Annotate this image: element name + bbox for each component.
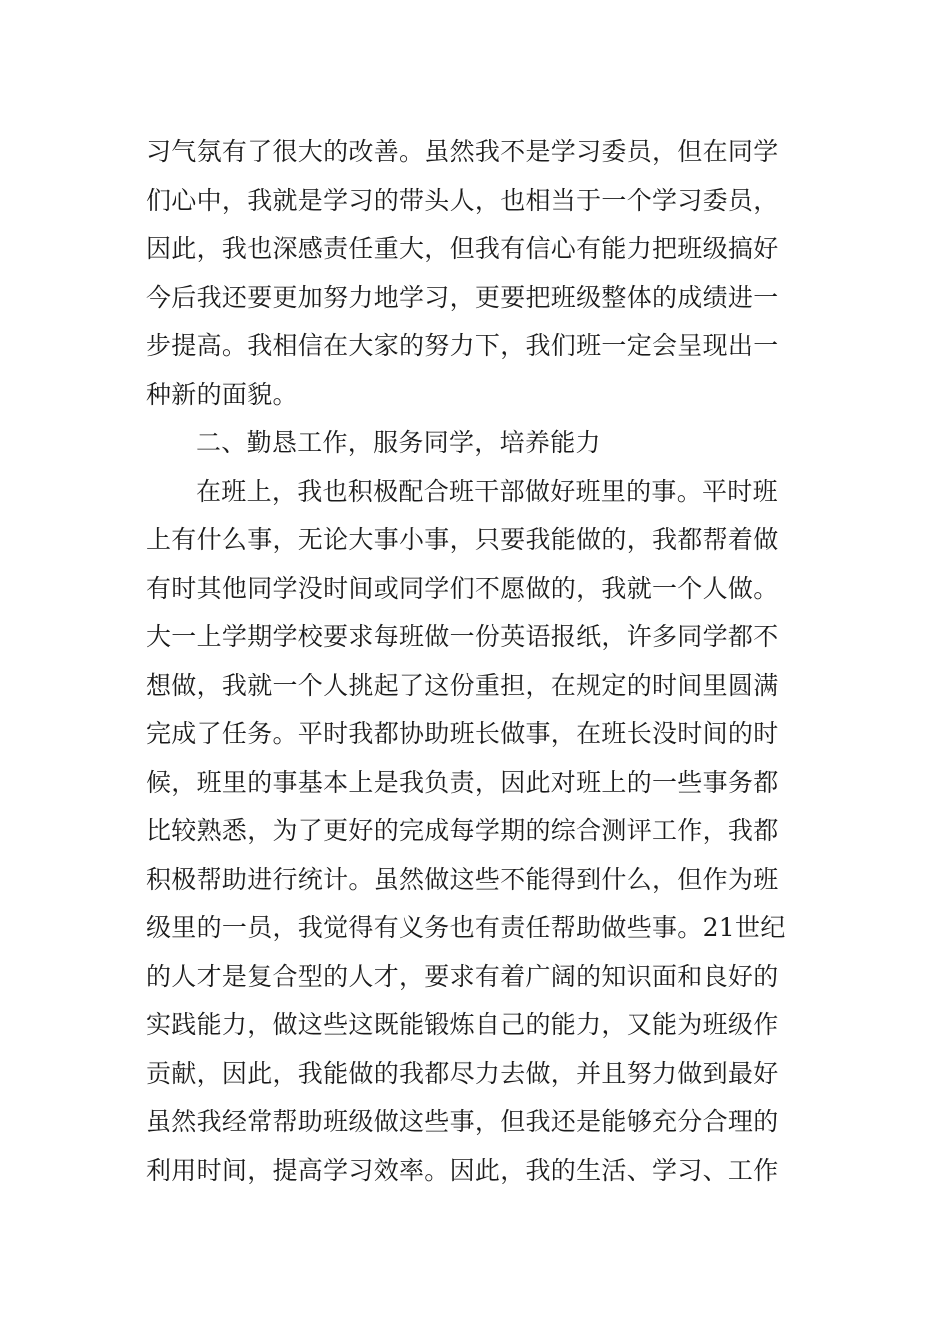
text-line: 大一上学期学校要求每班做一份英语报纸，许多同学都不 [146, 622, 779, 651]
paragraph-first-line: 在班上，我也积极配合班干部做好班里的事。平时班 [196, 476, 778, 506]
text-line: 级里的一员，我觉得有义务也有责任帮助做些事。21世纪 [146, 913, 786, 942]
body-text [146, 128, 806, 1195]
text-line: 有时其他同学没时间或同学们不愿做的，我就一个人做。 [146, 573, 779, 603]
text-line: 因此，我也深感责任重大，但我有信心有能力把班级搞好 [146, 234, 779, 263]
text-line: 实践能力，做这些这既能锻炼自己的能力，又能为班级作 [146, 1010, 779, 1039]
section-heading: 二、勤恳工作，服务同学，培养能力 [196, 428, 601, 457]
text-line: 上有什么事，无论大事小事，只要我能做的，我都帮着做 [146, 525, 779, 554]
text-line: 的人才是复合型的人才，要求有着广阔的知识面和良好的 [146, 961, 779, 991]
text-line: 步提高。我相信在大家的努力下，我们班一定会呈现出一 [146, 331, 779, 360]
text-line: 习气氛有了很大的改善。虽然我不是学习委员，但在同学 [146, 137, 779, 166]
text-line: 虽然我经常帮助班级做这些事，但我还是能够充分合理的 [146, 1107, 779, 1136]
text-line: 种新的面貌。 [146, 379, 298, 409]
text-line: 想做，我就一个人挑起了这份重担，在规定的时间里圆满 [146, 670, 779, 700]
text-line: 候，班里的事基本上是我负责，因此对班上的一些事务都 [146, 767, 779, 797]
text-line: 比较熟悉，为了更好的完成每学期的综合测评工作，我都 [146, 816, 779, 845]
text-line: 们心中，我就是学习的带头人，也相当于一个学习委员， [146, 185, 779, 215]
text-line: 积极帮助进行统计。虽然做这些不能得到什么，但作为班 [146, 864, 779, 894]
text-line: 完成了任务。平时我都协助班长做事，在班长没时间的时 [146, 719, 779, 748]
text-line: 今后我还要更加努力地学习，更要把班级整体的成绩进一 [146, 282, 779, 312]
text-line: 利用时间，提高学习效率。因此，我的生活、学习、工作 [146, 1155, 779, 1185]
text-line: 贡献，因此，我能做的我都尽力去做，并且努力做到最好 [146, 1058, 779, 1088]
